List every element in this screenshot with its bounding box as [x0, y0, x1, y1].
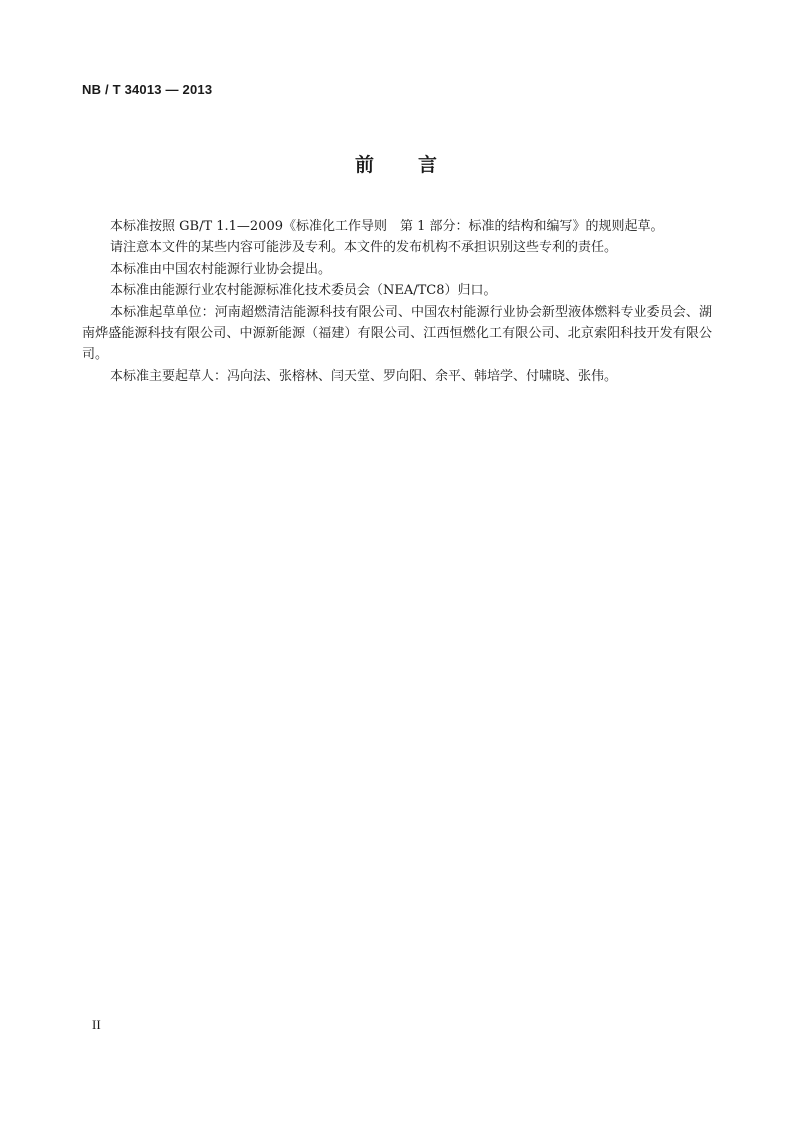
paragraph-drafting-rules: 本标准按照 GB/T 1.1—2009《标准化工作导则 第 1 部分：标准的结构和编写》的规则起草。	[110, 219, 664, 234]
page-number: II	[92, 1017, 101, 1032]
paragraph-proposed-by: 本标准由中国农村能源行业协会提出。	[110, 261, 332, 277]
foreword-body	[82, 216, 712, 387]
standard-code: NB / T 34013 — 2013	[82, 82, 213, 97]
paragraph-patent-notice: 请注意本文件的某些内容可能涉及专利。本文件的发布机构不承担识别这些专利的责任。	[110, 240, 618, 256]
paragraph-drafting-organizations: 本标准起草单位：河南超燃清洁能源科技有限公司、中国农村能源行业协会新型液体燃料专业委员会、湖南烨盛能源科技有限公司、中源新能源（福建）有限公司、江西恒燃化工有限公司、北京索阳科技开发有限公司。	[82, 304, 712, 363]
paragraph-administered-by: 本标准由能源行业农村能源标准化技术委员会（NEA/TC8）归口。	[110, 283, 497, 299]
page-title: 前 言	[354, 154, 439, 176]
paragraph-drafters: 本标准主要起草人：冯向法、张榕林、闫天堂、罗向阳、余平、韩培学、付啸晓、张伟。	[110, 368, 618, 384]
